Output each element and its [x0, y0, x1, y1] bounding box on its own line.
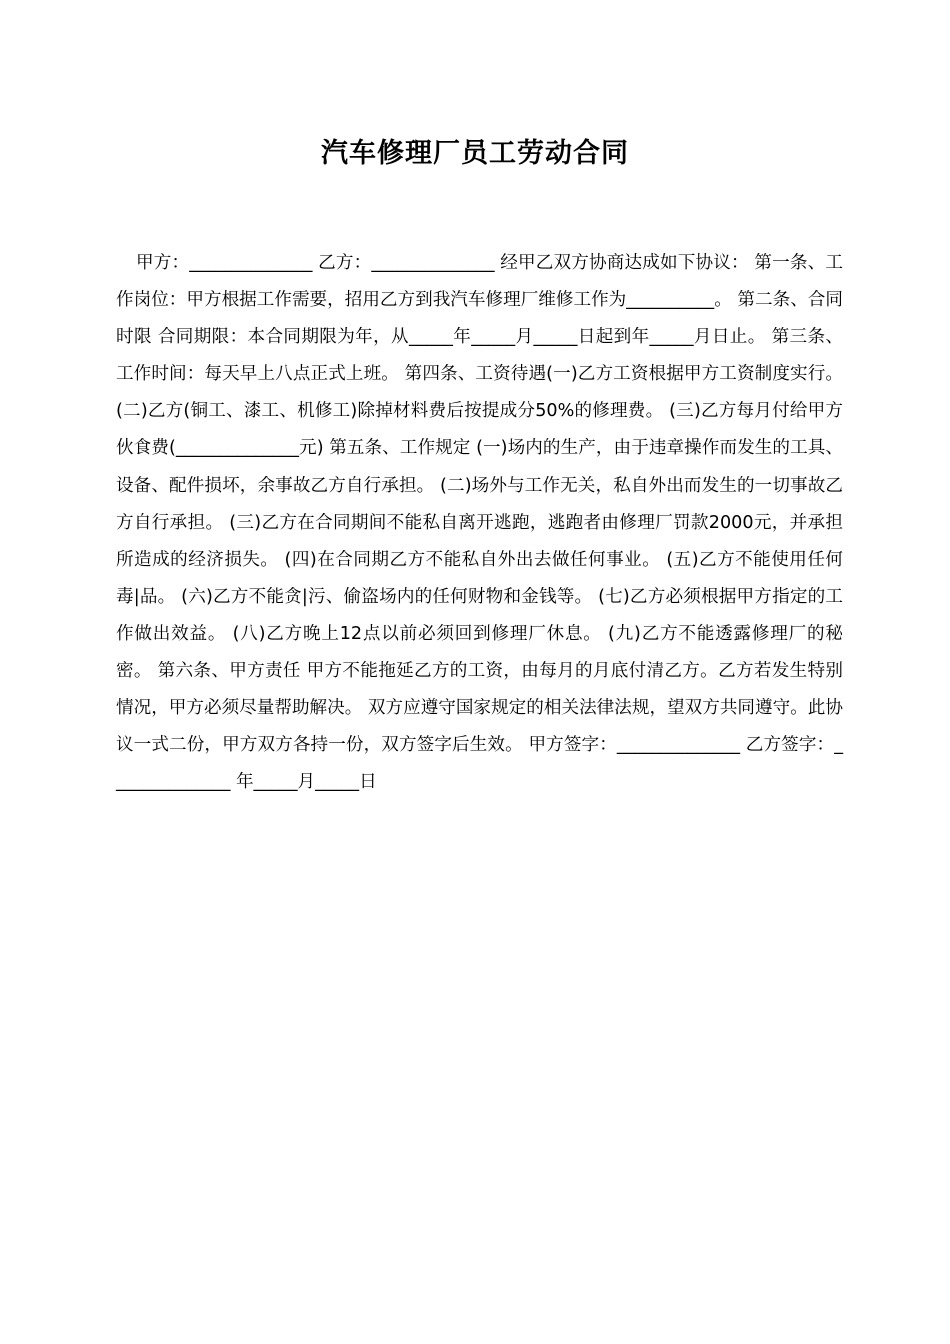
contract-body-text: 甲方：______________ 乙方：______________ 经甲乙双方协商达成如下协议： 第一条、工作岗位：甲方根据工作需要，招用乙方到我汽车修理厂维修工作为__________。 第二条、合同时限 合同期限：本合同期限为年，从_____年_____月_____日起到年_____月日止。 第三条、工作时间：每天早上八点正式上班。 第四条、工资待遇(一)乙方工资根据甲方工资制度实行。 (二)乙方(铜工、漆工、机修工)除掉材料费后按提成分50%的修理费。 (三)乙方每月付给甲方伙食费(______________元) 第五条、工作规定 (一)场内的生产，由于违章操作而发生的工具、设备、配件损坏，余事故乙方自行承担。 (二)场外与工作无关，私自外出而发生的一切事故乙方自行承担。 (三)乙方在合同期间不能私自离开逃跑，逃跑者由修理厂罚款2000元，并承担所造成的经济损失。 (四)在合同期乙方不能私自外出去做任何事业。 (五)乙方不能使用任何毒|品。 (六)乙方不能贪|污、偷盗场内的任何财物和金钱等。 (七)乙方必须根据甲方指定的工作做出效益。 (八)乙方晚上12点以前必须回到修理厂休息。 (九)乙方不能透露修理厂的秘密。 第六条、甲方责任 甲方不能拖延乙方的工资，由每月的月底付清乙方。乙方若发生特别情况，甲方必须尽量帮助解决。 双方应遵守国家规定的相关法律法规，望双方共同遵守。此协议一式二份，甲方双方各持一份，双方签字后生效。 甲方签字：______________ 乙方签字：______________ 年_____月_____日	[116, 253, 843, 793]
document-title: 汽车修理厂员工劳动合同	[321, 138, 629, 169]
